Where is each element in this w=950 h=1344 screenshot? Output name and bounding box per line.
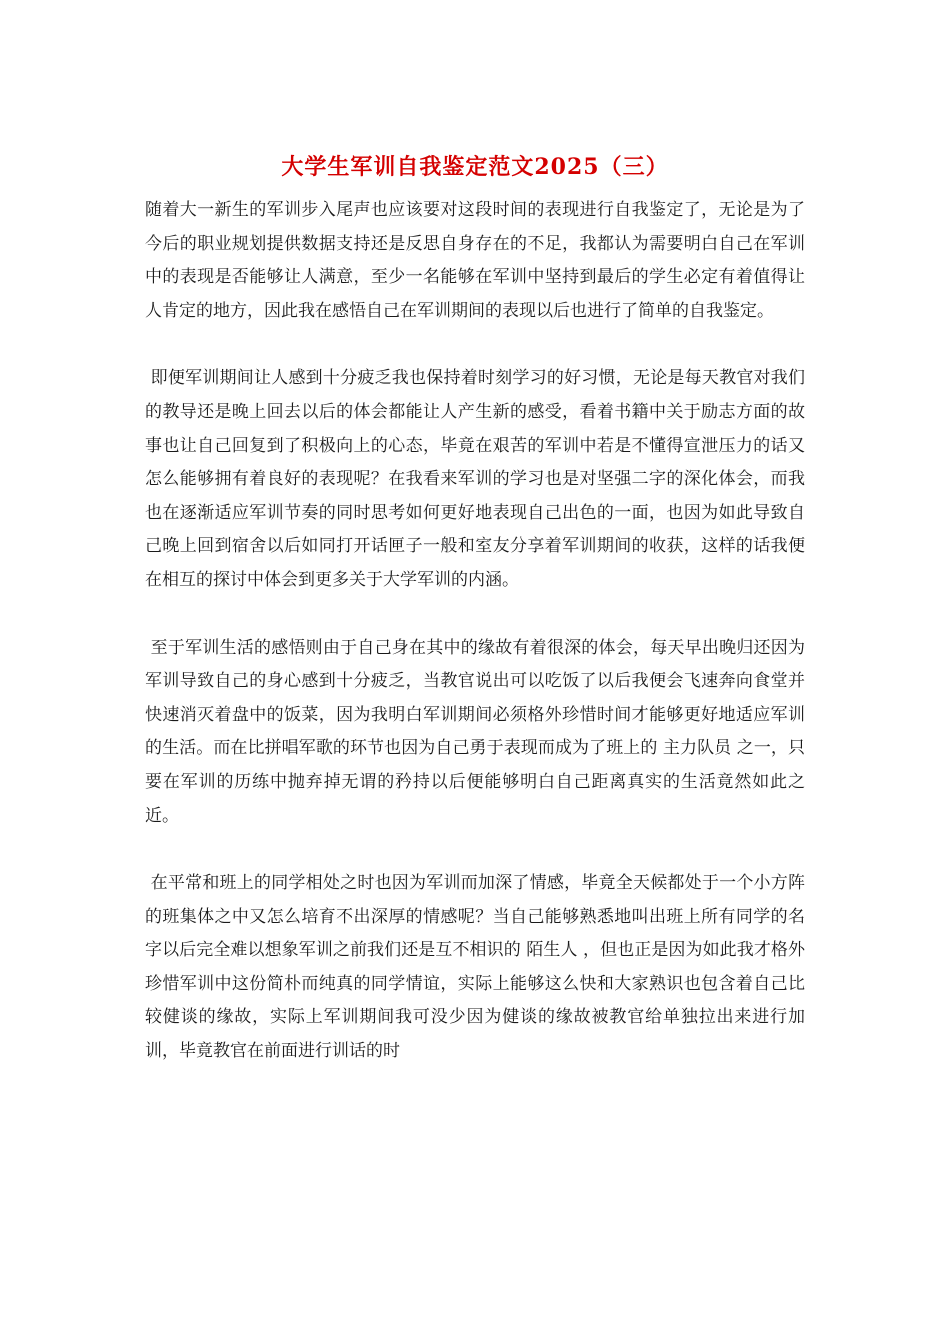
paragraph-spacer: [145, 328, 805, 362]
paragraph-3: 至于军训生活的感悟则由于自己身在其中的缘故有着很深的体会，每天早出晚归还因为军训导致自己的身心感到十分疲乏，当教官说出可以吃饭了以后我便会飞速奔向食堂并快速消灭着盘中的饭菜，因为我明白军训期间必须格外珍惜时间才能够更好地适应军训的生活。而在比拼唱军歌的环节也因为自己勇于表现而成为了班上的 主力队员 之一，只要在军训的历练中抛弃掉无谓的矜持以后便能够明白自己距离真实的生活竟然如此之近。: [145, 637, 806, 826]
paragraph-2: 即便军训期间让人感到十分疲乏我也保持着时刻学习的好习惯，无论是每天教官对我们的教导还是晚上回去以后的体会都能让人产生新的感受，看着书籍中关于励志方面的故事也让自己回复到了积极向上的心态，毕竟在艰苦的军训中若是不懂得宣泄压力的话又怎么能够拥有着良好的表现呢？在我看来军训的学习也是对坚强二字的深化体会，而我也在逐渐适应军训节奏的同时思考如何更好地表现自己出色的一面，也因为如此导致自己晚上回到宿舍以后如同打开话匣子一般和室友分享着军训期间的收获，这样的话我便在相互的探讨中体会到更多关于大学军训的内涵。: [145, 368, 806, 590]
paragraph-1: 随着大一新生的军训步入尾声也应该要对这段时间的表现进行自我鉴定了，无论是为了今后的职业规划提供数据支持还是反思自身存在的不足，我都认为需要明白自己在军训中的表现是否能够让人满意，至少一名能够在军训中坚持到最后的学生必定有着值得让人肯定的地方，因此我在感悟自己在军训期间的表现以后也进行了简单的自我鉴定。: [145, 200, 805, 321]
paragraph-spacer: [145, 598, 805, 632]
paragraph-spacer: [145, 833, 805, 867]
paragraph-4: 在平常和班上的同学相处之时也因为军训而加深了情感，毕竟全天候都处于一个小方阵的班集体之中又怎么培育不出深厚的情感呢？当自己能够熟悉地叫出班上所有同学的名字以后完全难以想象军训之前我们还是互不相识的 陌生人 ，但也正是因为如此我才格外珍惜军训中这份简朴而纯真的同学情谊，实际上能够这么快和大家熟识也包含着自己比较健谈的缘故，实际上军训期间我可没少因为健谈的缘故被教官给单独拉出来进行加训，毕竟教官在前面进行训话的时: [145, 873, 806, 1062]
document-title: 大学生军训自我鉴定范文2025（三）: [281, 154, 669, 180]
document-body: [145, 194, 805, 1069]
